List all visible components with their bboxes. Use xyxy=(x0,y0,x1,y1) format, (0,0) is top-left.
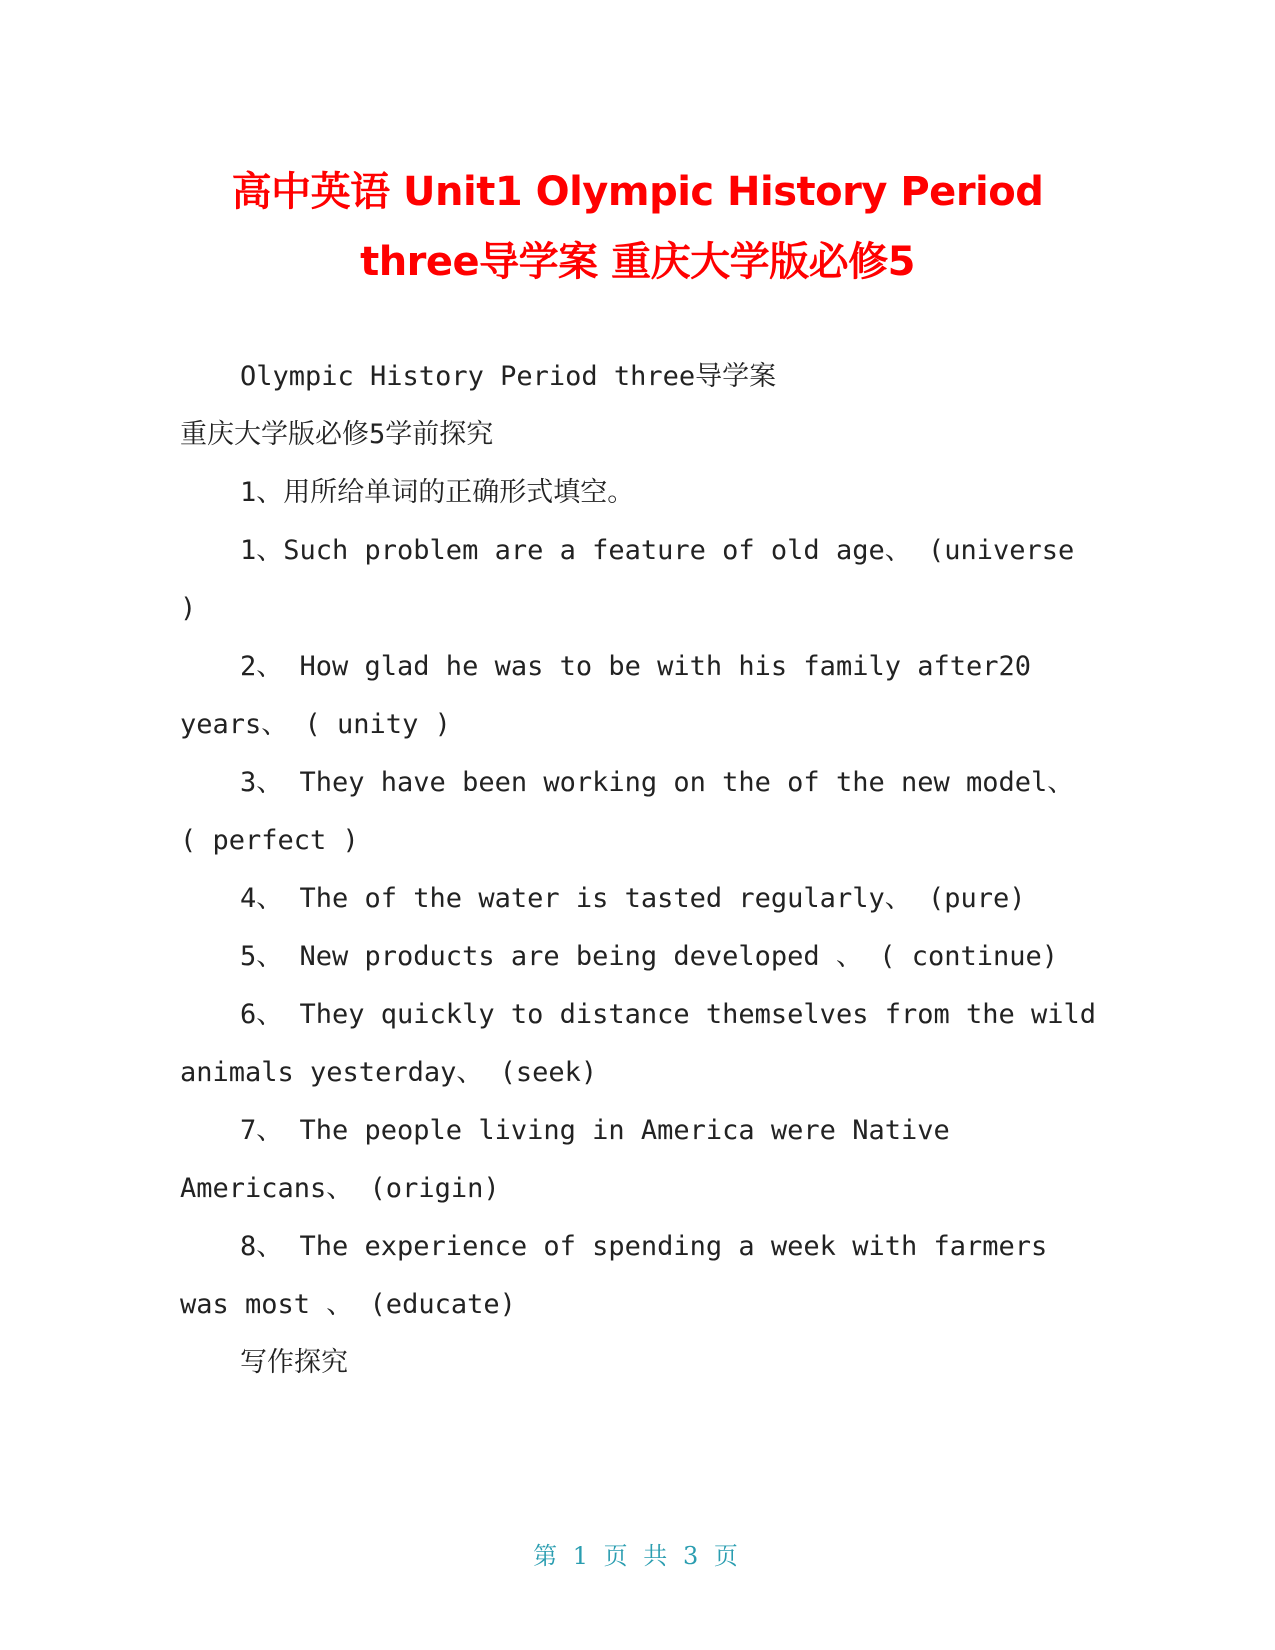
exercise-item-6: 6、 They quickly to distance themselves from the wild xyxy=(240,999,1097,1030)
exercise-item-3: 3、 They have been working on the of the new model、 xyxy=(240,767,1075,798)
document-title-line-2: three导学案 重庆大学版必修5 xyxy=(360,239,915,285)
section-heading-preview: 重庆大学版必修5学前探究 xyxy=(180,419,494,450)
exercise-item-8-cont: was most 、 (educate) xyxy=(180,1289,516,1320)
section-heading-writing: 写作探究 xyxy=(240,1347,348,1378)
exercise-item-5: 5、 New products are being developed 、 ( continue) xyxy=(240,941,1059,972)
exercise-item-6-cont: animals yesterday、 (seek) xyxy=(180,1057,598,1088)
exercise-item-2-cont: years、 ( unity ) xyxy=(180,709,451,740)
exercise-item-3-cont: ( perfect ) xyxy=(180,825,359,856)
document-title-line-1: 高中英语 Unit1 Olympic History Period xyxy=(231,169,1044,215)
exercise-item-1: 1、Such problem are a feature of old age、 (universe xyxy=(240,535,1075,566)
subtitle-line: Olympic History Period three导学案 xyxy=(240,361,777,392)
exercise-item-8: 8、 The experience of spending a week with farmers xyxy=(240,1231,1048,1262)
exercise-instruction: 1、用所给单词的正确形式填空。 xyxy=(240,477,635,508)
exercise-item-1-cont: ) xyxy=(180,593,197,624)
exercise-item-7-cont: Americans、 (origin) xyxy=(180,1173,500,1204)
exercise-item-7: 7、 The people living in America were Native xyxy=(240,1115,950,1146)
page-number-footer: 第 1 页 共 3 页 xyxy=(533,1542,742,1570)
exercise-item-2: 2、 How glad he was to be with his family after20 xyxy=(240,651,1032,682)
exercise-item-4: 4、 The of the water is tasted regularly、 (pure) xyxy=(240,883,1026,914)
